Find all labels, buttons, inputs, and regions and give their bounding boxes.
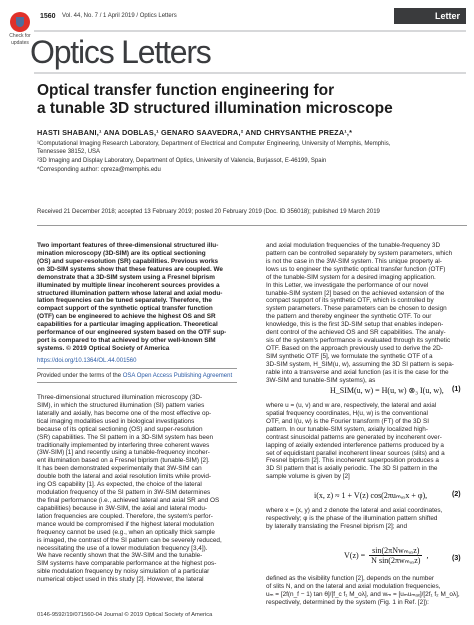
author-list: HASTI SHABANI,¹ ANA DOBLAS,¹ GENARO SAAVEDRA,² AND CHRYSANTHE PREZA¹,*: [37, 128, 353, 137]
body-line: tunable-SIM system [2] based on the achieved extension of the: [266, 289, 445, 297]
body-line: and axial modulation frequencies of the tunable-frequency 3D: [266, 242, 441, 249]
abstract-line: Two important features of three-dimensional structured illu-: [37, 242, 219, 249]
body-line: lows us to engineer the synthetic optical transfer function (OTF): [266, 265, 446, 273]
body-line: Three-dimensional structured illumination microscopy (3D-: [37, 394, 203, 401]
body-line: uₘ = [2f(n_f − 1) tan θ]/[f_c f₁ M_oλ], and wₘ = [uₘuₘₐₓ]/[2f₁ f₂ M_oλ],: [266, 590, 460, 598]
body-line: ing OS capability [1]. As expected, the choice of the lateral: [37, 481, 202, 489]
body-line: We have recently shown that the 3W-SIM and the tunable-: [37, 552, 203, 560]
body-line: 3D SI pattern that is axially periodic. The 3D SI pattern in the: [266, 465, 438, 473]
abstract-line: (OS) and super-resolution (SR) capabilities. Previous works: [37, 257, 219, 265]
equation-3: [344, 546, 428, 565]
license-divider: [37, 382, 237, 383]
abstract-line: demonstrate that a 3D-SIM system using a Fresnel biprism: [37, 273, 215, 281]
equation-1: H_SIM(u, w) = H(u, w) ⊗₃ I(u, w),: [330, 386, 444, 395]
publication-dates: Received 21 December 2018; accepted 13 February 2019; posted 20 February 2019 (Doc. ID 356018); published 19 March 2019: [37, 209, 380, 215]
abstract-line: structured illumination pattern whose lateral and axial modu-: [37, 289, 223, 297]
article-type-tag: Letter: [394, 8, 466, 24]
equation-2-number: (2): [452, 491, 461, 498]
page-number: 1560: [40, 13, 56, 20]
abstract: [37, 242, 237, 353]
body-line: of slits N, and on the lateral and axial modulation frequencies,: [266, 582, 441, 590]
license-prefix: Provided under the terms of the: [37, 373, 122, 379]
body-line: necessitating the use of a lower modulation frequency [3,4]).: [37, 544, 208, 552]
equation-1-number: (1): [452, 386, 461, 393]
body-line: pattern. In our tunable-SIM system, axially localized high-: [266, 425, 428, 433]
masthead-rule-top: [34, 30, 466, 32]
body-line: tical imaging modalities used in biological investigations: [37, 417, 195, 425]
abstract-line: lation frequencies can be tuned separately. Therefore, the: [37, 297, 212, 305]
body-line: lation frequencies are coupled. Therefore, the system's perfor-: [37, 512, 213, 520]
body-line: dent control of the achieved OS and SR capabilities. The analy-: [266, 329, 446, 337]
header-divider: [37, 225, 467, 226]
body-line: respectively; φ is the phase of the illumination pattern shifted: [266, 514, 438, 522]
abstract-line: performance of our engineered system based on the OTF sup-: [37, 329, 227, 337]
license-note: [37, 373, 232, 379]
updates-seal-icon: [10, 12, 30, 32]
body-line: sample volume is given by [2]: [266, 473, 350, 481]
body-line: set of equidistant parallel incoherent linear sources (slits) and a: [266, 449, 445, 457]
body-line: system parameters. These parameters can be chosen to design: [266, 305, 447, 313]
body-line: is not the case in the 3W-SIM system. This unique property al-: [266, 257, 442, 265]
body-line: numerical object used in this study [2]. However, the lateral: [37, 576, 204, 584]
page-footer: 0146-9592/19/071560-04 Journal © 2019 Optical Society of America: [37, 612, 213, 618]
abstract-line: mination microscopy (3D-SIM) are its optical sectioning: [37, 249, 206, 257]
affiliation-2: ²3D Imaging and Display Laboratory, Department of Optics, University of Valencia, Burjassot, E-46199, Spain: [37, 158, 327, 164]
body-line: It has been demonstrated experimentally that 3W-SIM can: [37, 465, 202, 473]
abstract-line: illuminated by multiple linear incoherent sources provides a: [37, 281, 220, 289]
equation-3-numerator: sin(2πNwₘₐₓz): [369, 546, 422, 556]
body-line: sis of the system's performance is evaluated through its synthetic: [266, 337, 451, 345]
body-line: compact support of its synthetic OTF, which is controlled by: [266, 297, 434, 305]
title-line-2: a tunable 3D structured illumination microscope: [37, 100, 393, 117]
body-line: is imaged, the contrast of the SI pattern can be severely reduced,: [37, 536, 222, 544]
abstract-line: compact support of the synthetic optical transfer function: [37, 305, 213, 313]
body-line: SIM), in which the structured illumination (SI) pattern varies: [37, 401, 205, 409]
corresponding-author: *Corresponding author: cpreza@memphis.edu: [37, 167, 161, 173]
left-body-text: [37, 394, 237, 584]
body-line: modulation frequency of the SI pattern in 3W-SIM determines: [37, 489, 211, 497]
body-line: sible modulation frequency by noisy simulation of a particular: [37, 568, 210, 576]
abstract-line: port is compared to that achieved by other well-known SIM: [37, 337, 216, 345]
body-line: 3D-SIM system, H_SIM(u, w), assuming the 3D SI pattern is sepa-: [266, 360, 454, 368]
body-line: 3W-SIM and tunable-SIM systems), as: [266, 376, 376, 384]
body-line: the pattern and thereby engineer the synthetic OTF. To our: [266, 313, 432, 321]
updates-badge-line1: Check for: [9, 33, 31, 39]
right-body-text-c: [266, 507, 466, 531]
body-line: OTF, and I(u, w) is the Fourier transform (FT) of the 3D SI: [266, 417, 430, 425]
body-line: Fresnel biprism [2]. This incoherent superposition produces a: [266, 457, 439, 465]
body-line: capabilities) because in 3W-SIM, the axial and lateral modu-: [37, 504, 208, 512]
equation-3-number: (3): [452, 555, 461, 562]
body-line: rable into a transverse and axial function (as it is the case for the: [266, 368, 449, 376]
body-line: defined as the visibility function [2], depends on the number: [266, 575, 435, 582]
abstract-line: systems. © 2019 Optical Society of America: [37, 344, 170, 352]
doi-link[interactable]: https://doi.org/10.1364/OL.44.001560: [37, 358, 137, 364]
abstract-divider: [37, 368, 237, 369]
body-line: because of its optical sectioning (OS) and super-resolution: [37, 425, 203, 433]
abstract-line: capabilities for a particular imaging application. Theoretical: [37, 321, 218, 329]
journal-masthead: Optics Letters: [30, 34, 211, 70]
body-line: In this Letter, we investigate the performance of our novel: [266, 281, 429, 289]
license-link[interactable]: OSA Open Access Publishing Agreement: [122, 373, 233, 379]
body-line: contrast sinusoidal patterns are generated by incoherent over-: [266, 433, 442, 441]
body-line: (3W-SIM) [1] and recently using a tunable-frequency incoher-: [37, 449, 210, 457]
equation-3-fraction: [369, 546, 422, 565]
body-line: traditionally implemented by interfering three coherent waves: [37, 441, 210, 449]
body-line: knowledge, this is the first 3D-SIM setup that enables indepen-: [266, 321, 444, 329]
body-line: spatial frequency coordinates, H(u, w) is the conventional: [266, 409, 428, 417]
body-line: the final performance (i.e., achieved lateral and axial SR and OS: [37, 496, 220, 504]
body-line: where u = (u, v) and w are, respectively, the lateral and axial: [266, 402, 437, 409]
body-line: double both the lateral and axial resolution limits while provid-: [37, 473, 212, 481]
body-line: lapping of axially extended interference patterns produced by a: [266, 441, 444, 449]
affiliation-1-cont: Tennessee 38152, USA: [37, 149, 101, 155]
body-line: (SR) capabilities. The SI pattern in a 3D-SIM system has been: [37, 433, 214, 441]
body-line: of the tunable-SIM system for a desired imaging application.: [266, 273, 436, 281]
body-line: SIM systems have comparable performance at the highest pos-: [37, 560, 217, 568]
journal-reference: Vol. 44, No. 7 / 1 April 2019 / Optics Letters: [62, 13, 177, 19]
equation-2: i(x, z) ≈ 1 + V(z) cos(2πuₘₐₓx + φ),: [314, 491, 428, 500]
right-body-text-a: [266, 242, 466, 385]
body-line: where x = (x, y) and z denote the lateral and axial coordinates,: [266, 507, 443, 514]
abstract-line: on 3D-SIM systems show that these features are coupled. We: [37, 265, 223, 273]
body-line: respectively, determined by the system (Fig. 1 in Ref. [2]):: [266, 598, 429, 606]
body-line: pattern can be controlled separately by system parameters, which: [266, 249, 453, 257]
equation-3-tail: ,: [426, 551, 429, 560]
masthead-rule-bottom: [34, 72, 466, 74]
right-body-text-b: [266, 402, 466, 481]
body-line: laterally and axially, has become one of the most effective op-: [37, 409, 212, 417]
body-line: ent illumination based on a Fresnel biprism (tunable-SIM) [2].: [37, 457, 210, 465]
body-line: by laterally translating the Fresnel biprism [2]; and: [266, 522, 408, 530]
title-line-1: Optical transfer function engineering for: [37, 82, 335, 99]
equation-3-lhs: V(z) =: [344, 551, 366, 560]
affiliation-1: ¹Computational Imaging Research Laboratory, Department of Electrical and Computer Engineering, University of Memphis, Memphis,: [37, 141, 391, 147]
updates-badge-line2: updates: [11, 40, 29, 46]
body-line: OTF. Based on the approach previously used to derive the 2D-: [266, 344, 443, 352]
body-line: frequency cannot be used (e.g., when an optically thick sample: [37, 528, 215, 536]
body-line: mance would be compromised if the highest lateral modulation: [37, 520, 214, 528]
equation-3-denominator: N sin(2πwₘₐₓz): [371, 556, 421, 565]
body-line: SIM synthetic OTF [5], we formulate the synthetic OTF of a: [266, 352, 433, 360]
article-title: [37, 82, 457, 118]
right-body-text-d: [266, 575, 466, 607]
abstract-line: (OTF) can be engineered to achieve the highest OS and SR: [37, 313, 216, 321]
